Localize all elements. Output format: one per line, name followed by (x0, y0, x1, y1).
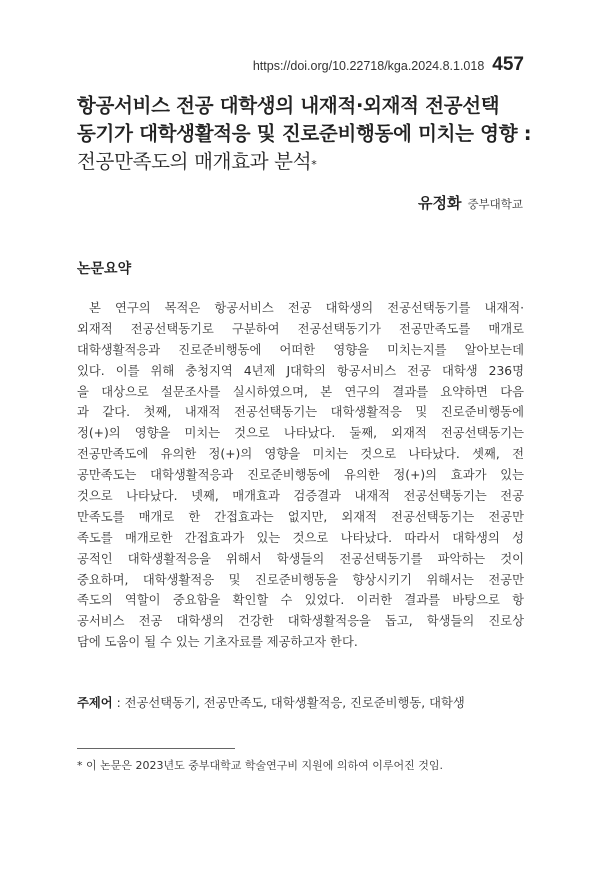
abstract-line: 대학생활적응과 진로준비행동에 어떠한 영향을 미치는지를 알아보는데 (77, 342, 524, 357)
title-line-2: 동기가 대학생활적응 및 진로준비행동에 미치는 영향 : (77, 122, 532, 145)
subtitle-text: 전공만족도의 매개효과 분석 (77, 150, 312, 173)
abstract-line: 족도의 역할이 중요함을 확인할 수 있었다. 이러한 결과를 바탕으로 항 (77, 593, 524, 608)
page-number: 457 (492, 54, 524, 75)
abstract-line: 공적인 대학생활적응을 위해서 학생들의 전공선택동기를 파악하는 것이 (77, 551, 524, 566)
footnote: * 이 논문은 2023년도 중부대학교 학술연구비 지원에 의하여 이루어진 것임. (77, 759, 443, 772)
abstract-line: 중요하며, 대학생활적응 및 진로준비행동을 향상시키기 위해서는 전공만 (77, 572, 524, 587)
paper-title (77, 92, 537, 179)
page-header (253, 54, 524, 76)
footnote-divider (77, 748, 235, 749)
title-line-1: 항공서비스 전공 대학생의 내재적·외재적 전공선택 (77, 94, 500, 117)
abstract-line: 담에 도움이 될 수 있는 기초자료를 제공하고자 한다. (77, 635, 358, 650)
abstract-line: 전공만족도에 유의한 정(+)의 영향을 미치는 것으로 나타났다. 셋째, 전 (77, 447, 524, 462)
abstract-line: 공만족도는 대학생활적응과 진로준비행동에 유의한 정(+)의 효과가 있는 (77, 468, 524, 483)
abstract-line: 공서비스 전공 대학생의 건강한 대학생활적응을 돕고, 학생들의 진로상 (77, 614, 524, 629)
keywords-label: 주제어 (77, 696, 113, 710)
abstract-line: 을 대상으로 설문조사를 실시하였으며, 본 연구의 결과를 요약하면 다음 (77, 384, 524, 399)
keywords-list: 전공선택동기, 전공만족도, 대학생활적응, 진로준비행동, 대학생 (124, 696, 465, 710)
paper-subtitle (77, 148, 537, 179)
abstract-body (77, 298, 524, 653)
abstract-line: 것으로 나타났다. 넷째, 매개효과 검증결과 내재적 전공선택동기는 전공 (77, 489, 524, 504)
keywords-separator: : (116, 696, 125, 710)
title-footnote-mark: * (311, 158, 317, 171)
abstract-line: 과 같다. 첫째, 내재적 전공선택동기는 대학생활적응 및 진로준비행동에 (77, 405, 524, 420)
keywords-line (77, 693, 524, 711)
doi-link[interactable]: https://doi.org/10.22718/kga.2024.8.1.018 (252, 59, 485, 73)
abstract-line: 정(+)의 영향을 미치는 것으로 나타났다. 둘째, 외재적 전공선택동기는 (77, 426, 524, 441)
author-affiliation: 중부대학교 (467, 197, 523, 211)
abstract-line: 외재적 전공선택동기로 구분하여 전공선택동기가 전공만족도를 매개로 (77, 321, 524, 336)
abstract-line: 있다. 이를 위해 충청지역 4년제 J대학의 항공서비스 전공 대학생 236명 (77, 363, 524, 378)
author-block (418, 192, 523, 213)
author-name: 유정화 (417, 194, 462, 212)
abstract-line: 족도를 매개로한 간접효과가 있는 것으로 나타났다. 따라서 대학생의 성 (77, 530, 524, 545)
abstract-line: 만족도를 매개로 한 간접효과는 없지만, 외재적 전공선택동기는 전공만 (77, 509, 524, 524)
abstract-line: 본 연구의 목적은 항공서비스 전공 대학생의 전공선택동기를 내재적· (89, 301, 524, 315)
abstract-heading: 논문요약 (77, 261, 132, 277)
